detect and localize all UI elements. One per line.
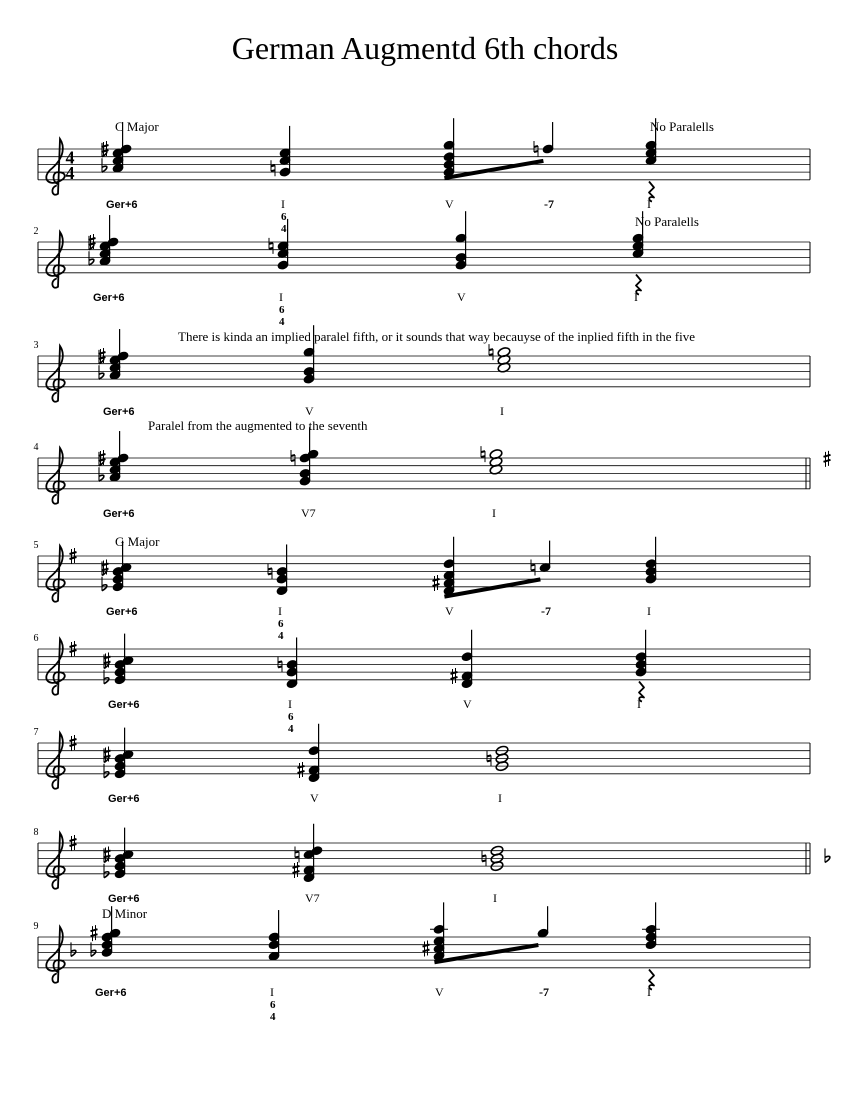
- roman-numeral-dominant: V: [445, 603, 454, 618]
- annotation-text: There is kinda an implied paralel fifth, or it sounds that way becauyse of the inplied fifth in the five: [178, 329, 695, 344]
- inversion-figure: 6: [279, 303, 285, 316]
- roman-numeral-ger6: Ger+6: [103, 507, 135, 520]
- time-signature: [66, 147, 75, 182]
- chord: [434, 906, 549, 962]
- annotation-text: Paralel from the augmented to the seventh: [148, 418, 368, 433]
- treble-clef-icon: [46, 833, 64, 889]
- treble-clef-icon: [46, 639, 64, 695]
- staff-system-5: [34, 534, 811, 642]
- treble-clef-icon: [46, 448, 64, 504]
- inversion-figure: 4: [281, 222, 287, 235]
- annotation-text: No Paralells: [650, 119, 714, 134]
- natural-icon: [295, 847, 299, 863]
- annotation-text: C Major: [115, 119, 159, 134]
- chord: [645, 537, 657, 584]
- roman-numeral-dominant-seventh: V7: [305, 890, 320, 905]
- treble-clef-icon: [46, 232, 64, 288]
- flat-icon: [102, 158, 107, 172]
- roman-numeral-ger6: Ger+6: [108, 892, 140, 905]
- roman-numeral-ger6: Ger+6: [106, 605, 138, 618]
- beam: [434, 945, 538, 962]
- annotation-text: G Major: [115, 534, 160, 549]
- chord: [268, 910, 280, 961]
- flat-icon: [99, 467, 104, 481]
- chord: [443, 118, 455, 177]
- chord: [291, 427, 319, 486]
- sharp-icon: [433, 575, 440, 591]
- roman-numeral-seventh: -7: [539, 984, 549, 999]
- treble-clef-icon: [46, 139, 64, 195]
- natural-icon: [531, 560, 535, 576]
- roman-numeral-ger6: Ger+6: [95, 986, 127, 999]
- chord: [278, 637, 298, 688]
- beam: [444, 579, 540, 596]
- annotation-text: No Paralells: [635, 214, 699, 229]
- roman-numeral-dominant-seventh: V7: [301, 505, 316, 520]
- sharp-icon: [423, 941, 430, 957]
- measure-number: 9: [33, 921, 39, 932]
- roman-numeral-tonic: I: [281, 196, 285, 211]
- flat-icon: [89, 251, 94, 265]
- roman-numeral-ger6: Ger+6: [103, 405, 135, 418]
- chord: [89, 215, 119, 266]
- roman-numeral-dominant: V: [310, 790, 319, 805]
- roman-numeral-dominant: V: [305, 403, 314, 418]
- inversion-figure: 6: [278, 617, 284, 630]
- roman-numeral-tonic: I: [637, 696, 641, 711]
- measure-number: 7: [33, 727, 39, 738]
- staff-system-4: [34, 418, 831, 520]
- treble-clef-icon: [46, 733, 64, 789]
- roman-numeral-tonic: I: [634, 289, 638, 304]
- roman-numeral-tonic: I: [498, 790, 502, 805]
- roman-numeral-tonic: I: [288, 696, 292, 711]
- inversion-figure: 4: [279, 315, 285, 328]
- staff-system-6: [34, 630, 811, 735]
- chord: [444, 541, 551, 597]
- chord: [642, 902, 660, 989]
- measure-number: 4: [33, 442, 39, 453]
- measure-number: 8: [33, 827, 39, 838]
- natural-icon: [271, 160, 275, 176]
- roman-numeral-tonic: I: [278, 603, 282, 618]
- roman-numeral-tonic: I: [279, 289, 283, 304]
- chord: [268, 544, 288, 595]
- roman-numeral-seventh: -7: [544, 196, 554, 211]
- roman-numeral-dominant: V: [463, 696, 472, 711]
- page-title: German Augmentd 6th chords: [231, 30, 619, 66]
- chord: [455, 211, 467, 270]
- staff-system-2: [34, 211, 811, 328]
- chord: [444, 122, 554, 178]
- chord: [104, 634, 134, 685]
- courtesy-flat-icon: [825, 848, 830, 862]
- roman-numeral-ger6: Ger+6: [108, 698, 140, 711]
- inversion-figure: 6: [288, 710, 294, 723]
- roman-numeral-tonic: I: [647, 196, 651, 211]
- inversion-figure: 4: [288, 722, 294, 735]
- chord: [271, 126, 291, 177]
- roman-numeral-tonic: I: [647, 603, 651, 618]
- roman-numeral-seventh: -7: [541, 603, 551, 618]
- svg-text:4: 4: [65, 162, 75, 183]
- staff-system-8: [34, 824, 830, 905]
- roman-numeral-tonic: I: [492, 505, 496, 520]
- chord: [104, 728, 134, 779]
- roman-numeral-tonic: I: [647, 984, 651, 999]
- svg-text:4: 4: [65, 147, 75, 168]
- chord: [99, 329, 129, 380]
- sharp-icon: [451, 668, 458, 684]
- sharp-icon: [293, 862, 300, 878]
- roman-numeral-dominant: V: [435, 984, 444, 999]
- flat-icon: [99, 365, 104, 379]
- inversion-figure: 4: [278, 629, 284, 642]
- measure-number: 2: [33, 226, 39, 237]
- sharp-icon: [298, 762, 305, 778]
- roman-numeral-tonic: I: [500, 403, 504, 418]
- staff-system-9: [34, 902, 811, 1022]
- natural-icon: [481, 446, 485, 462]
- sharp-icon: [91, 925, 98, 941]
- treble-clef-icon: [46, 927, 64, 983]
- natural-icon: [489, 344, 493, 360]
- measure-number: 6: [33, 633, 39, 644]
- natural-icon: [269, 238, 273, 254]
- chord: [635, 630, 647, 702]
- measure-number: 5: [33, 540, 39, 551]
- roman-numeral-ger6: Ger+6: [93, 291, 125, 304]
- measure-number: 3: [33, 340, 39, 351]
- roman-numeral-tonic: I: [493, 890, 497, 905]
- beam: [444, 161, 543, 178]
- chord: [99, 431, 129, 482]
- inversion-figure: 6: [270, 998, 276, 1011]
- courtesy-sharp-icon: [824, 451, 831, 467]
- treble-clef-icon: [46, 346, 64, 402]
- staff-system-7: [34, 724, 811, 805]
- staff-system-3: [34, 325, 811, 418]
- treble-clef-icon: [46, 546, 64, 602]
- chord: [489, 344, 511, 373]
- inversion-figure: 6: [281, 210, 287, 223]
- inversion-figure: 4: [270, 1010, 276, 1023]
- roman-numeral-dominant: V: [457, 289, 466, 304]
- chord: [104, 828, 134, 879]
- roman-numeral-dominant: V: [445, 196, 454, 211]
- roman-numeral-ger6: Ger+6: [108, 792, 140, 805]
- chord: [481, 446, 503, 475]
- roman-numeral-tonic: I: [270, 984, 274, 999]
- roman-numeral-ger6: Ger+6: [106, 198, 138, 211]
- annotation-text: D Minor: [102, 906, 148, 921]
